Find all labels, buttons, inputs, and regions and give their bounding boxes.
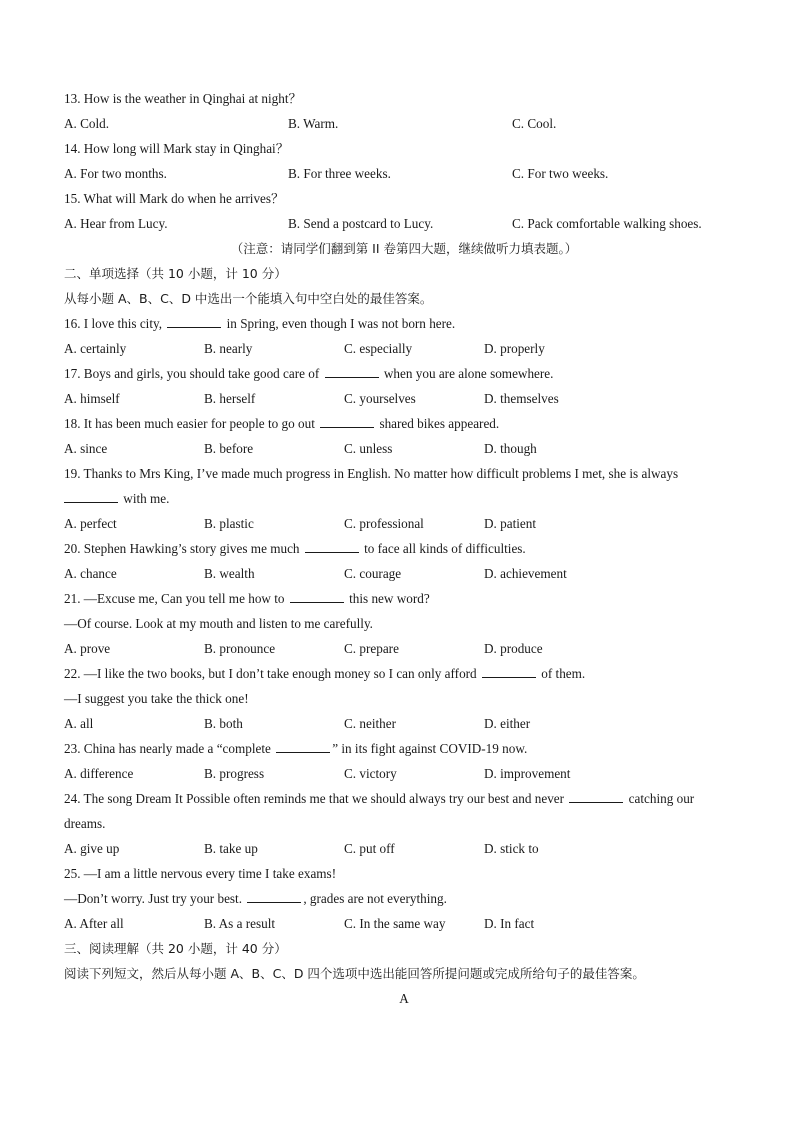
section-3-instruction: 阅读下列短文，然后从每小题 A、B、C、D 四个选项中选出能回答所提问题或完成所给句子的最佳答案。: [64, 966, 645, 981]
answer-blank: [167, 314, 221, 328]
passage-label: A: [399, 991, 409, 1006]
option-c: C. put off: [344, 841, 395, 856]
option-b: B. both: [204, 716, 243, 731]
option-b: B. nearly: [204, 341, 253, 356]
option-a: A. Cold.: [64, 116, 110, 131]
option-b: B. Warm.: [288, 116, 339, 131]
question-21-reply: —Of course. Look at my mouth and listen to me carefully.: [64, 616, 373, 631]
question-21-options: [64, 636, 744, 661]
stem-pre: 18. It has been much easier for people to go out: [64, 416, 319, 431]
stem-pre: 17. Boys and girls, you should take good care of: [64, 366, 323, 381]
option-b: B. pronounce: [204, 641, 276, 656]
stem-pre: 21. —Excuse me, Can you tell me how to: [64, 591, 288, 606]
stem-pre: 23. China has nearly made a “complete: [64, 741, 275, 756]
stem-post: , grades are not everything.: [303, 891, 447, 906]
answer-blank: [569, 789, 623, 803]
option-d: D. produce: [484, 641, 543, 656]
question-22-options: [64, 711, 744, 736]
option-a: A. chance: [64, 566, 117, 581]
option-c: C. neither: [344, 716, 397, 731]
option-a: A. give up: [64, 841, 120, 856]
option-c: C. especially: [344, 341, 413, 356]
question-15-options: [64, 211, 744, 236]
answer-blank: [320, 414, 374, 428]
stem-post: catching our: [625, 791, 695, 806]
question-19-stem-line2: [64, 486, 744, 511]
answer-blank: [482, 664, 536, 678]
option-b: B. herself: [204, 391, 256, 406]
question-24-options: [64, 836, 744, 861]
answer-blank: [305, 539, 359, 553]
question-19-stem-line1: 19. Thanks to Mrs King, I’ve made much progress in English. No matter how difficult problems I met, she is always: [64, 466, 679, 481]
option-d: D. patient: [484, 516, 537, 531]
option-a: A. certainly: [64, 341, 127, 356]
stem-pre: 24. The song Dream It Possible often reminds me that we should always try our best and never: [64, 791, 568, 806]
answer-blank: [247, 889, 301, 903]
stem-post: when you are alone somewhere.: [380, 366, 554, 381]
option-a: A. For two months.: [64, 166, 167, 181]
option-c: C. yourselves: [344, 391, 416, 406]
option-d: D. either: [484, 716, 531, 731]
question-15-stem: 15. What will Mark do when he arrives？: [64, 191, 285, 206]
exam-page: [64, 86, 744, 1011]
option-b: B. Send a postcard to Lucy.: [288, 216, 434, 231]
section-3-title: 三、阅读理解（共 20 小题，计 40 分）: [64, 941, 287, 956]
question-13-stem: 13. How is the weather in Qinghai at night？: [64, 91, 302, 106]
option-d: D. improvement: [484, 766, 571, 781]
option-a: A. After all: [64, 916, 124, 931]
question-21-stem: [64, 586, 744, 611]
answer-blank: [276, 739, 330, 753]
option-d: D. stick to: [484, 841, 539, 856]
question-14-options: [64, 161, 744, 186]
option-b: B. progress: [204, 766, 265, 781]
option-a: A. Hear from Lucy.: [64, 216, 168, 231]
question-19-options: [64, 511, 744, 536]
stem-post: in Spring, even though I was not born here.: [223, 316, 456, 331]
stem-pre: —Don’t worry. Just try your best.: [64, 891, 246, 906]
answer-blank: [64, 489, 118, 503]
option-a: A. perfect: [64, 516, 117, 531]
stem-post: shared bikes appeared.: [376, 416, 500, 431]
question-18-stem: [64, 411, 744, 436]
question-17-stem: [64, 361, 744, 386]
question-20-stem: [64, 536, 744, 561]
question-22-stem: [64, 661, 744, 686]
question-16-stem: [64, 311, 744, 336]
question-23-stem: [64, 736, 744, 761]
stem-pre: 20. Stephen Hawking’s story gives me much: [64, 541, 303, 556]
option-c: C. professional: [344, 516, 424, 531]
option-b: B. As a result: [204, 916, 276, 931]
question-24-stem-line2: dreams.: [64, 816, 106, 831]
question-24-stem: [64, 786, 744, 811]
option-b: B. before: [204, 441, 254, 456]
option-a: A. himself: [64, 391, 120, 406]
question-13-options: [64, 111, 744, 136]
option-b: B. plastic: [204, 516, 254, 531]
question-22-reply: —I suggest you take the thick one!: [64, 691, 249, 706]
option-d: D. properly: [484, 341, 545, 356]
option-c: C. Pack comfortable walking shoes.: [512, 216, 702, 231]
option-d: D. In fact: [484, 916, 535, 931]
question-25-reply: [64, 886, 744, 911]
option-c: C. For two weeks.: [512, 166, 609, 181]
stem-post: this new word?: [345, 591, 430, 606]
stem-post: with me.: [120, 491, 170, 506]
listening-note: （注意：请同学们翻到第 II 卷第四大题，继续做听力填表题。）: [230, 241, 578, 256]
stem-pre: 22. —I like the two books, but I don’t take enough money so I can only afford: [64, 666, 480, 681]
question-16-options: [64, 336, 744, 361]
section-2-title: 二、单项选择（共 10 小题，计 10 分）: [64, 266, 287, 281]
option-c: C. unless: [344, 441, 393, 456]
option-c: C. prepare: [344, 641, 399, 656]
section-2-instruction: 从每小题 A、B、C、D 中选出一个能填入句中空白处的最佳答案。: [64, 291, 433, 306]
answer-blank: [325, 364, 379, 378]
option-c: C. victory: [344, 766, 397, 781]
option-d: D. themselves: [484, 391, 559, 406]
stem-post: of them.: [537, 666, 586, 681]
option-d: D. achievement: [484, 566, 567, 581]
question-25-options: [64, 911, 744, 936]
stem-pre: 16. I love this city,: [64, 316, 166, 331]
question-17-options: [64, 386, 744, 411]
option-b: B. For three weeks.: [288, 166, 391, 181]
option-a: A. since: [64, 441, 108, 456]
question-20-options: [64, 561, 744, 586]
option-a: A. all: [64, 716, 94, 731]
option-c: C. courage: [344, 566, 402, 581]
option-c: C. Cool.: [512, 116, 557, 131]
option-d: D. though: [484, 441, 537, 456]
option-a: A. prove: [64, 641, 111, 656]
question-25-stem: 25. —I am a little nervous every time I take exams!: [64, 866, 337, 881]
option-a: A. difference: [64, 766, 134, 781]
stem-post: ” in its fight against COVID-19 now.: [332, 741, 528, 756]
option-c: C. In the same way: [344, 916, 446, 931]
question-18-options: [64, 436, 744, 461]
question-14-stem: 14. How long will Mark stay in Qinghai？: [64, 141, 289, 156]
option-b: B. wealth: [204, 566, 255, 581]
question-23-options: [64, 761, 744, 786]
option-b: B. take up: [204, 841, 258, 856]
answer-blank: [290, 589, 344, 603]
stem-post: to face all kinds of difficulties.: [360, 541, 526, 556]
